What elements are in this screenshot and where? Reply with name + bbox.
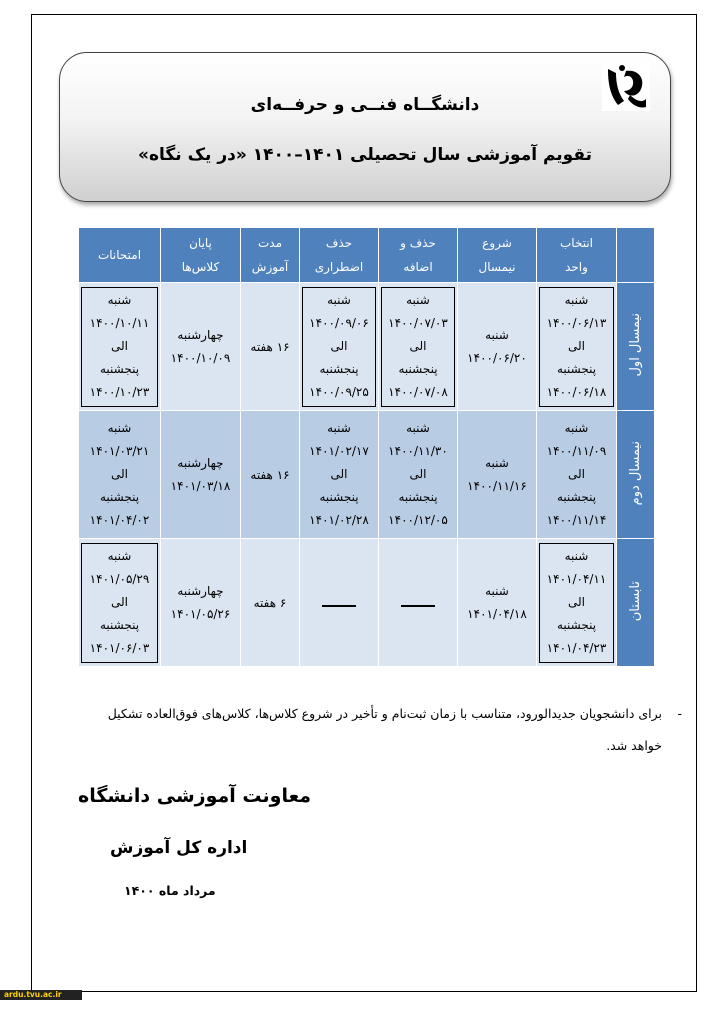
emergency-drop-cell: [300, 539, 379, 667]
selection-cell: شنبه ۱۴۰۰/۱۱/۰۹ الی پنجشنبه ۱۴۰۰/۱۱/۱۴: [537, 411, 617, 539]
class-end-cell: چهارشنبه ۱۴۰۱/۰۵/۲۶: [161, 539, 241, 667]
emergency-drop-cell: شنبه ۱۴۰۰/۰۹/۰۶ الی پنجشنبه ۱۴۰۰/۰۹/۲۵: [300, 283, 379, 411]
note-text: برای دانشجویان جدیدالورود، متناسب با زمان ثبت‌نام و تأخیر در شروع کلاس‌ها، کلاس‌های فوق‌العاده تشکیل خواهد شد.: [107, 706, 662, 753]
header-class-end: پایان کلاس‌ها: [161, 228, 241, 283]
semester-label: نیمسال اول: [617, 283, 655, 411]
signature-office: اداره کل آموزش: [110, 838, 248, 858]
header-banner: [59, 52, 671, 202]
university-name: دانشگــاه فنــی و حرفــه‌ای: [250, 95, 480, 115]
exams-cell: شنبه ۱۴۰۱/۰۵/۲۹ الی پنجشنبه ۱۴۰۱/۰۶/۰۳: [79, 539, 161, 667]
header-corner: [617, 228, 655, 283]
exams-cell: شنبه ۱۴۰۱/۰۳/۲۱ الی پنجشنبه ۱۴۰۱/۰۴/۰۲: [79, 411, 161, 539]
selection-cell: شنبه ۱۴۰۱/۰۴/۱۱ الی پنجشنبه ۱۴۰۱/۰۴/۲۳: [537, 539, 617, 667]
add-drop-cell: [379, 539, 458, 667]
add-drop-cell: شنبه ۱۴۰۰/۰۷/۰۳ الی پنجشنبه ۱۴۰۰/۰۷/۰۸: [379, 283, 458, 411]
table-row: [79, 411, 655, 539]
header-emergency-drop: حذف اضطراری: [300, 228, 379, 283]
exams-cell: شنبه ۱۴۰۰/۱۰/۱۱ الی پنجشنبه ۱۴۰۰/۱۰/۲۳: [79, 283, 161, 411]
signature-deputy: معاونت آموزشی دانشگاه: [78, 785, 312, 807]
emergency-drop-cell: شنبه ۱۴۰۱/۰۲/۱۷ الی پنجشنبه ۱۴۰۱/۰۲/۲۸: [300, 411, 379, 539]
table-header-row: [79, 228, 655, 283]
calendar-title: تقویم آموزشی سال تحصیلی ۱۴۰۱–۱۴۰۰ «در یک نگاه»: [138, 145, 592, 165]
note-bullet: -: [677, 706, 682, 721]
add-drop-cell: شنبه ۱۴۰۰/۱۱/۳۰ الی پنجشنبه ۱۴۰۰/۱۲/۰۵: [379, 411, 458, 539]
selection-cell: شنبه ۱۴۰۰/۰۶/۱۳ الی پنجشنبه ۱۴۰۰/۰۶/۱۸: [537, 283, 617, 411]
duration-cell: ۶ هفته: [241, 539, 300, 667]
duration-cell: ۱۶ هفته: [241, 283, 300, 411]
class-end-cell: چهارشنبه ۱۴۰۱/۰۳/۱۸: [161, 411, 241, 539]
table-row: [79, 539, 655, 667]
header-add-drop: حذف و اضافه: [379, 228, 458, 283]
duration-cell: ۱۶ هفته: [241, 411, 300, 539]
semester-label: نیمسال دوم: [617, 411, 655, 539]
empty-dash: [322, 605, 356, 607]
semester-label: تابستان: [617, 539, 655, 667]
table-row: [79, 283, 655, 411]
header-selection: انتخاب واحد: [537, 228, 617, 283]
class-end-cell: چهارشنبه ۱۴۰۰/۱۰/۰۹: [161, 283, 241, 411]
start-cell: شنبه ۱۴۰۰/۱۱/۱۶: [458, 411, 537, 539]
signature-date: مرداد ماه ۱۴۰۰: [124, 883, 216, 898]
header-exams: امتحانات: [79, 228, 161, 283]
empty-dash: [401, 605, 435, 607]
start-cell: شنبه ۱۴۰۱/۰۴/۱۸: [458, 539, 537, 667]
site-footer-link[interactable]: ardu.tvu.ac.ir: [0, 990, 82, 1000]
academic-calendar-table: [78, 228, 655, 667]
start-cell: شنبه ۱۴۰۰/۰۶/۲۰: [458, 283, 537, 411]
footnote: [80, 698, 680, 762]
header-duration: مدت آموزش: [241, 228, 300, 283]
header-start: شروع نیمسال: [458, 228, 537, 283]
